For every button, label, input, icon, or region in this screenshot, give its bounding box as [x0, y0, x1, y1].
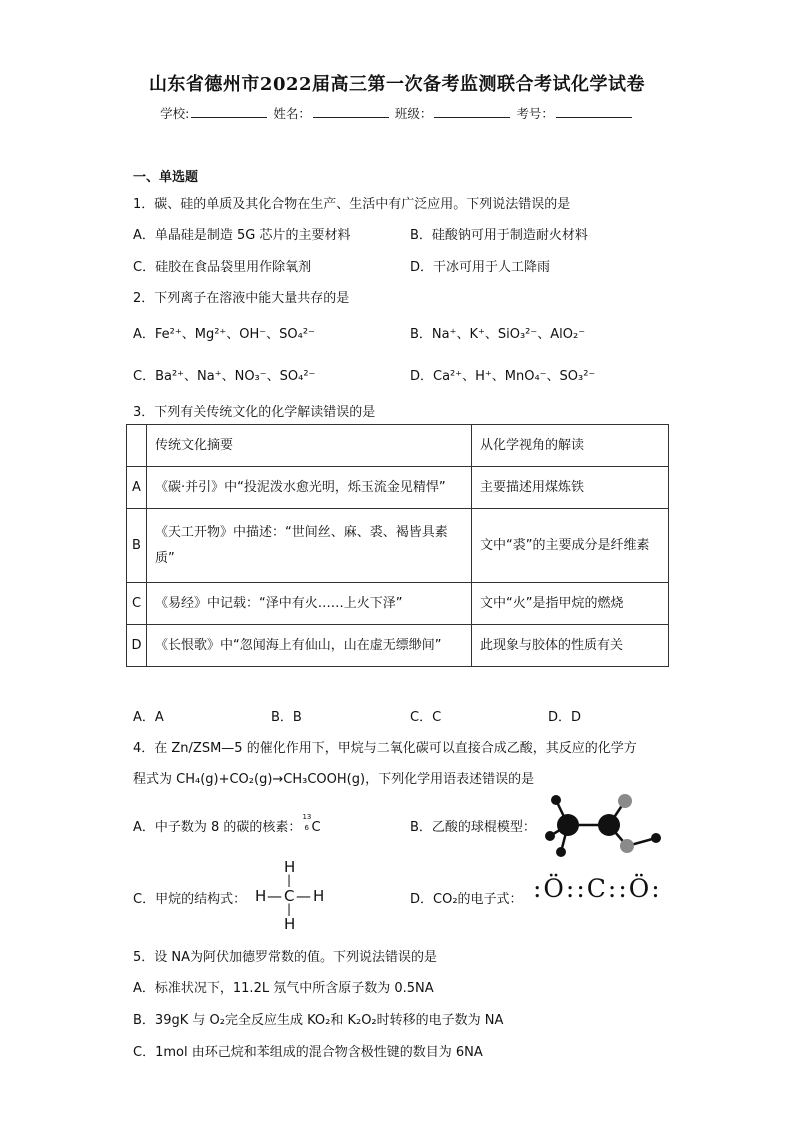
co2-electron-formula: :Ö::C::Ö: [533, 874, 662, 903]
carbon-ball [598, 814, 620, 836]
class-label: 班级： [394, 106, 433, 121]
q3-option-d: D．D [548, 710, 582, 725]
methane-structural-formula [255, 858, 327, 934]
table-row [127, 467, 669, 509]
hydrogen-atom: H [313, 887, 325, 905]
table-row [127, 625, 669, 667]
q4-option-b: B．乙酸的球棍模型： [410, 820, 536, 835]
q4-stem-line1: 4．在 Zn/ZSM—5 的催化作用下，甲烷与二氧化碳可以直接合成乙酸，其反应的化学方 [133, 741, 637, 756]
row-label: B [127, 509, 147, 583]
bond: | [287, 873, 292, 887]
hydrogen-ball [556, 847, 566, 857]
table-cell: 《长恨歌》中“忽闻海上有仙山，山在虚无缥缈间” [147, 625, 472, 667]
nuclide-numbers [301, 813, 312, 832]
table-cell: 文中“火”是指甲烷的燃烧 [472, 583, 669, 625]
class-blank[interactable] [434, 104, 510, 118]
nuclide-mass: 13 [302, 813, 312, 821]
hydrogen-ball [545, 831, 555, 841]
row-label: A [127, 467, 147, 509]
table-row [127, 583, 669, 625]
q2-option-c: C．Ba²⁺、Na⁺、NO₃⁻、SO₄²⁻ [133, 369, 316, 384]
table-header-cell: 从化学视角的解读 [472, 425, 669, 467]
school-label: 学校: [160, 106, 190, 121]
name-blank[interactable] [313, 104, 389, 118]
oxygen-ball [620, 839, 634, 853]
q4-option-d: D．CO₂的电子式： [410, 892, 523, 907]
q5-option-c: C．1mol 由环己烷和苯组成的混合物含极性键的数目为 6NA [133, 1045, 483, 1060]
row-label: D [127, 625, 147, 667]
row-label: C [127, 583, 147, 625]
q2-option-b: B．Na⁺、K⁺、SiO₃²⁻、AlO₂⁻ [410, 327, 586, 342]
student-info-line [0, 104, 794, 122]
q1-option-a: A．单晶硅是制造 5G 芯片的主要材料 [133, 228, 351, 243]
table-header-cell: 传统文化摘要 [147, 425, 472, 467]
q3-table [126, 424, 669, 667]
q2-option-d: D．Ca²⁺、H⁺、MnO₄⁻、SO₃²⁻ [410, 369, 596, 384]
table-header-row [127, 425, 669, 467]
q2-option-a: A．Fe²⁺、Mg²⁺、OH⁻、SO₄²⁻ [133, 327, 315, 342]
q4-stem-line2: 程式为 CH₄(g)+CO₂(g)→CH₃COOH(g)，下列化学用语表述错误的是 [133, 772, 535, 787]
nuclide-symbol: C [311, 820, 321, 835]
page-title: 山东省德州市2022届高三第一次备考监测联合考试化学试卷 [148, 74, 646, 95]
acetic-acid-ball-stick-model [536, 790, 666, 860]
q3-option-c: C．C [410, 710, 442, 725]
carbon-atom: C [284, 887, 295, 905]
q1-option-b: B．硅酸钠可用于制造耐火材料 [410, 228, 588, 243]
hydrogen-ball [551, 795, 561, 805]
q2-stem: 2．下列离子在溶液中能大量共存的是 [133, 291, 350, 306]
q3-stem: 3．下列有关传统文化的化学解读错误的是 [133, 405, 376, 420]
q4-option-a [133, 813, 321, 835]
carbon-ball [557, 814, 579, 836]
bond: — [267, 887, 282, 905]
bond: — [296, 887, 311, 905]
hydrogen-ball [651, 833, 661, 843]
bond: | [287, 902, 292, 916]
name-label: 姓名： [273, 106, 311, 121]
table-cell: 此现象与胶体的性质有关 [472, 625, 669, 667]
table-cell: 《易经》中记载：“泽中有火……上火下泽” [147, 583, 472, 625]
hydrogen-atom: H [284, 858, 296, 876]
q4-option-a-text: A．中子数为 8 的碳的核素： [133, 820, 302, 835]
table-row [127, 509, 669, 583]
id-label: 考号： [516, 106, 554, 121]
school-blank[interactable] [191, 104, 267, 118]
q1-stem: 1．碳、硅的单质及其化合物在生产、生活中有广泛应用。下列说法错误的是 [133, 197, 571, 212]
q5-option-a: A．标准状况下，11.2L 氖气中所含原子数为 0.5NA [133, 981, 434, 996]
hydrogen-atom: H [255, 887, 267, 905]
table-cell: 《天工开物》中描述：“世间丝、麻、裘、褐皆具素质” [147, 509, 472, 583]
table-cell: 主要描述用煤炼铁 [472, 467, 669, 509]
q3-option-b: B．B [271, 710, 302, 725]
q5-stem: 5．设 NA为阿伏加德罗常数的值。下列说法错误的是 [133, 950, 438, 965]
oxygen-ball [618, 794, 632, 808]
table-cell: 《碳·并引》中“投泥泼水愈光明，烁玉流金见精悍” [147, 467, 472, 509]
hydrogen-atom: H [284, 915, 296, 933]
q1-option-d: D．干冰可用于人工降雨 [410, 260, 551, 275]
q5-option-b: B．39gK 与 O₂完全反应生成 KO₂和 K₂O₂时转移的电子数为 NA [133, 1013, 504, 1028]
id-blank[interactable] [556, 104, 632, 118]
q4-option-c: C．甲烷的结构式： [133, 892, 247, 907]
q3-option-a: A．A [133, 710, 164, 725]
q1-option-c: C．硅胶在食品袋里用作除氧剂 [133, 260, 312, 275]
table-cell [127, 425, 147, 467]
nuclide-atomic: 6 [304, 824, 309, 832]
section-title: 一、单选题 [133, 170, 199, 185]
table-cell: 文中“裘”的主要成分是纤维素 [472, 509, 669, 583]
